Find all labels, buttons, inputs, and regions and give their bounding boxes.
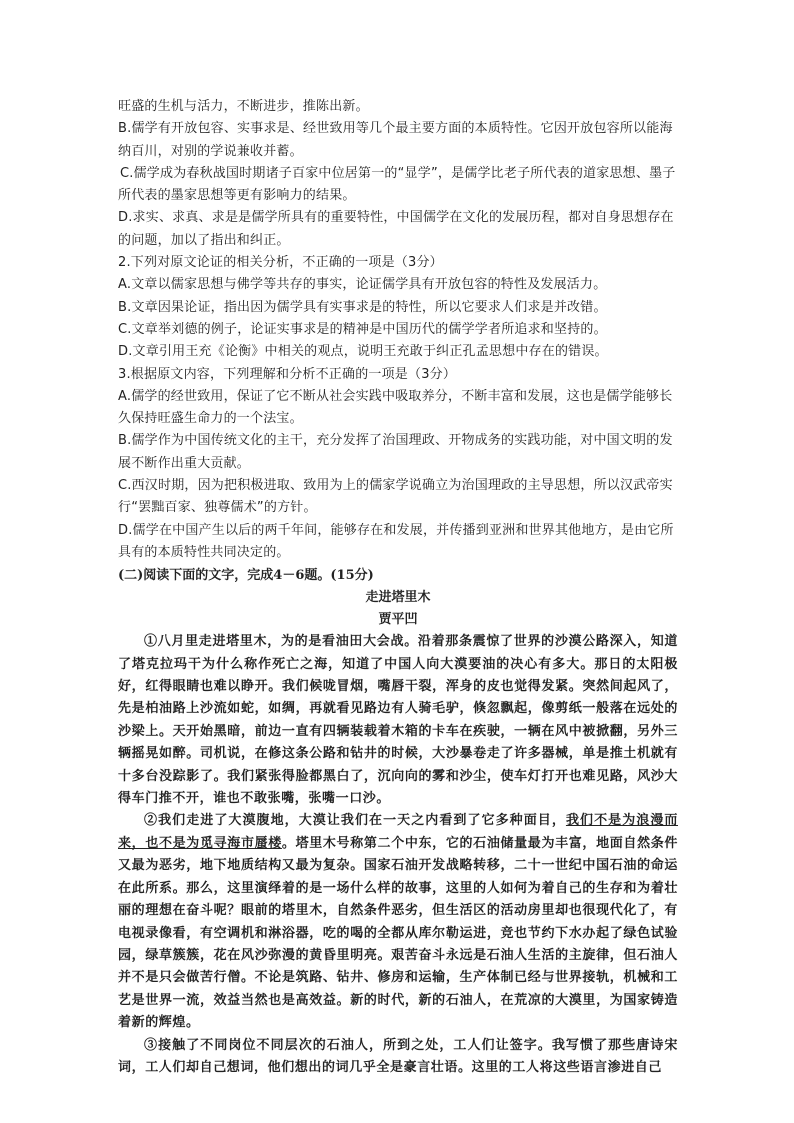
question-3: 3.根据原文内容，下列理解和分析不正确的一项是（3分） bbox=[118, 366, 457, 382]
document-content bbox=[118, 96, 678, 1079]
question-3-option-b: B.儒学作为中国传统文化的主干，充分发挥了治国理政、开物成务的实践功能，对中国文明的发展不断作出重大贡献。 bbox=[118, 433, 673, 471]
paragraph-2-text-rest: 。塔里木号称第二个中东，它的石油储量最为丰富，地面自然条件又最为恶劣，地下地质结构又最为复杂。国家石油开发战略转移，二十一世纪中国石油的命运在此所系。那么，这里演绎着的是一场什么样的故事，这里的人如何为着自己的生存和为着壮丽的理想在奋斗呢？眼前的塔里木，自然条件恶劣，但生活区的活动房里却也很现代化了，有电视录像看，有空调机和淋浴器，吃的喝的全都从库尔勒运进，竞也节约下水办起了绿色试验园，绿草簇簇，花在风沙弥漫的黄昏里明亮。艰苦奋斗永远是石油人生活的主旋律，但石油人并不是只会做苦行僧。不论是筑路、钻井、修房和运输，生产体制已经与世界接轨，机械和工艺是世界一流，效益当然也是高效益。新的时代，新的石油人，在荒凉的大漠里，为国家铸造着新的辉煌。 bbox=[118, 835, 678, 1031]
article-author: 贾平凹 bbox=[378, 612, 418, 628]
underlined-sentence: 我们不是为浪漫而来，也不是为觅寻海市蜃楼 bbox=[118, 813, 678, 851]
question-3-option-a: A.儒学的经世致用，保证了它不断从社会实践中吸取养分，不断丰富和发展，这也是儒学能够长久保持旺盛生命力的一个法宝。 bbox=[118, 388, 673, 427]
question-2-option-a: A.文章以儒家思想与佛学等共存的事实，论证儒学具有开放包容的特性及发展活力。 bbox=[118, 277, 607, 293]
section-heading: (二)阅读下面的文字，完成4－6题。(15分) bbox=[118, 568, 374, 584]
question-2-option-c: C.文章举刘德的例子，论证实事求是的精神是中国历代的儒学学者所追求和坚持的。 bbox=[118, 321, 607, 337]
question-3-option-c: C.西汉时期，因为把积极进取、致用为上的儒家学说确立为治国理政的主导思想，所以汉武帝实行“罢黜百家、独尊儒术”的方针。 bbox=[118, 478, 673, 516]
question-2-option-d: D.文章引用王充《论衡》中相关的观点，说明王充敢于纠正孔孟思想中存在的错误。 bbox=[118, 344, 608, 360]
paragraph-2-text: ②我们走进了大漠腹地，大漠让我们在一天之内看到了它多种面目， bbox=[144, 813, 566, 829]
paragraph-2 bbox=[118, 810, 678, 1034]
question-3-option-d: D.儒学在中国产生以后的两千年间，能够存在和发展，并传播到亚洲和世界其他地方，是由它所具有的本质特性共同决定的。 bbox=[118, 522, 674, 560]
option-c: C.儒学成为春秋战国时期诸子百家中位居第一的“显学”，是儒学比老子所代表的道家思想、墨子所代表的墨家思想等更有影响力的结果。 bbox=[118, 165, 676, 204]
option-b: B.儒学有开放包容、实事求是、经世致用等几个最主要方面的本质特性。它因开放包容所以能海纳百川，对别的学说兼收并蓄。 bbox=[118, 121, 673, 159]
question-2-option-b: B.文章因果论证，指出因为儒学具有实事求是的特性，所以它要求人们求是并改错。 bbox=[118, 299, 607, 315]
paragraph-1: ①八月里走进塔里木，为的是看油田大会战。沿着那条震惊了世界的沙漠公路深入，知道了塔克拉玛干为什么称作死亡之海，知道了中国人向大漠要油的决心有多大。那日的太阳极好，红得眼睛也难以睁开。我们候咙冒烟，嘴唇干裂，浑身的皮也觉得发紧。突然间起风了，先是柏油路上沙流如蛇，如绸，再就看见路边有人骑毛驴，倏忽飘起，像剪纸一般落在远处的沙梁上。天开始黑暗，前边一直有四辆装载着木箱的卡车在疾驶，一辆在风中被掀翻，另外三辆摇晃如醉。司机说，在修这条公路和钻井的时候，大沙暴卷走了许多器械，单是推土机就有十多台没踪影了。我们紧张得脸都黑白了，沉向向的雾和沙尘，使车灯打开也难见路，风沙大得车门推不开，谁也不敢张嘴，张嘴一口沙。 bbox=[118, 634, 678, 807]
text-line: 旺盛的生机与活力，不断进步，推陈出新。 bbox=[118, 99, 369, 114]
option-d: D.求实、求真、求是是儒学所具有的重要特性，中国儒学在文化的发展历程，都对自身思想存在的问题，加以了指出和纠正。 bbox=[118, 210, 674, 248]
article-title: 走进塔里木 bbox=[365, 590, 431, 606]
paragraph-3: ③接触了不同岗位不同层次的石油人，所到之处，工人们让签字。我写惯了那些唐诗宋词，工人们却自己想词，他们想出的词几乎全是豪言壮语。这里的工人将这些语言渗进自己 bbox=[118, 1037, 678, 1075]
question-2: 2.下列对原文论证的相关分析，不正确的一项是（3分） bbox=[118, 255, 443, 271]
